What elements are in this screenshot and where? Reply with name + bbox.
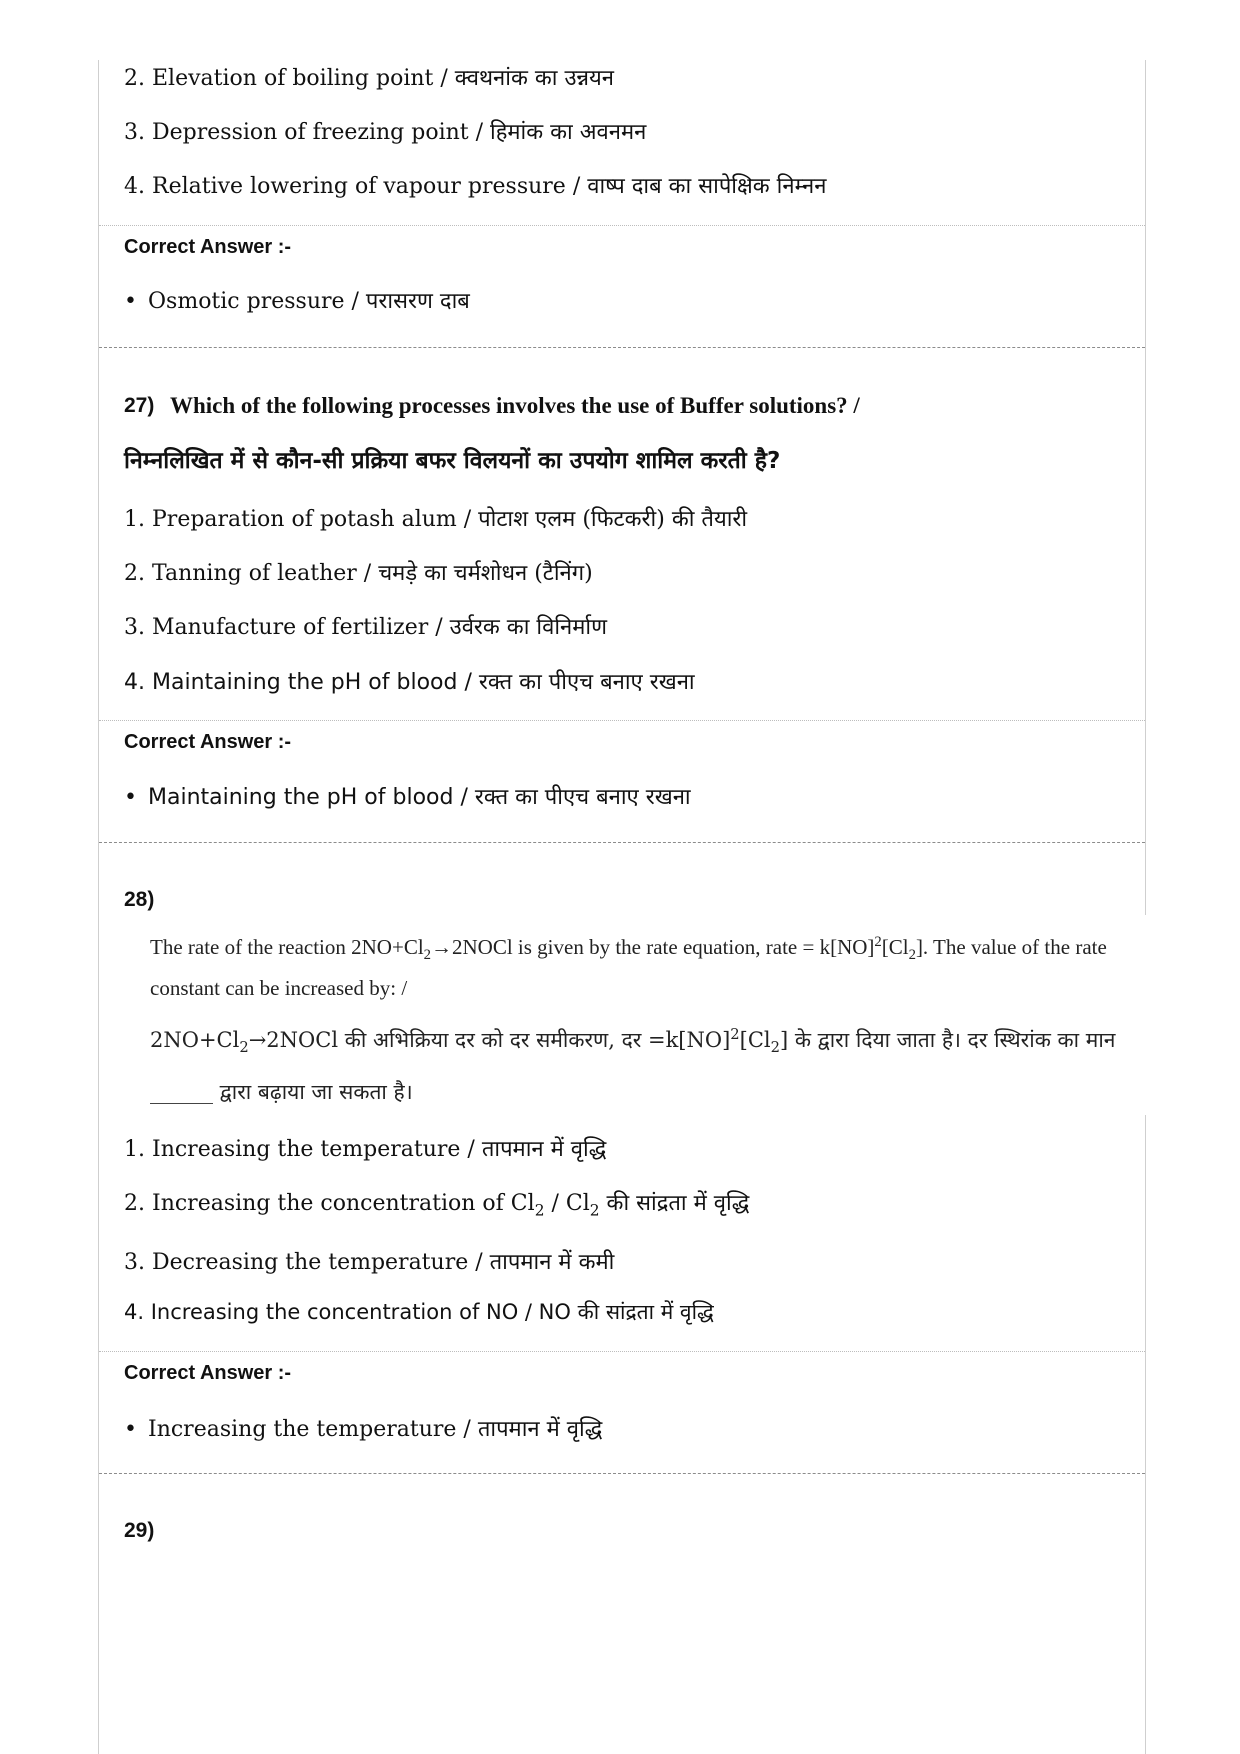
stem-text: →2NOCl की अभिक्रिया दर को दर समीकरण, दर =k[NO] bbox=[248, 1028, 731, 1053]
q27-option-3 bbox=[124, 611, 607, 641]
option-text: Preparation of potash alum / पोटाश एलम (फिटकरी) की तैयारी bbox=[152, 507, 748, 532]
option-number: 1. bbox=[124, 507, 145, 532]
q28-question-stem bbox=[150, 926, 1140, 1114]
q28-stem-hi bbox=[150, 1013, 1140, 1114]
option-number: 4. bbox=[124, 174, 145, 199]
q28-option-4 bbox=[124, 1298, 714, 1326]
q29-number: 29) bbox=[124, 1519, 155, 1542]
subscript: 2 bbox=[589, 1201, 600, 1220]
q26-option-4 bbox=[124, 170, 826, 200]
question-separator bbox=[99, 347, 1145, 348]
divider bbox=[99, 720, 1145, 721]
option-number: 1. bbox=[124, 1137, 145, 1162]
subscript: 2 bbox=[908, 947, 916, 964]
correct-answer-text: Increasing the temperature / तापमान में वृद्धि bbox=[148, 1417, 603, 1442]
q28-option-2 bbox=[124, 1187, 749, 1219]
q27-correct-answer-label: Correct Answer :- bbox=[124, 731, 292, 753]
option-text: Decreasing the temperature / तापमान में कमी bbox=[152, 1250, 615, 1275]
option-number: 2. bbox=[124, 66, 145, 91]
option-text: Relative lowering of vapour pressure / वाष्प दाब का सापेक्षिक निम्नन bbox=[152, 174, 827, 199]
correct-answer-text: Maintaining the pH of blood / रक्त का पीएच बनाए रखना bbox=[148, 785, 691, 810]
q27-title-en: Which of the following processes involves the use of Buffer solutions? / bbox=[170, 393, 860, 418]
q28-correct-answer-label: Correct Answer :- bbox=[124, 1362, 292, 1384]
divider bbox=[99, 1351, 1145, 1352]
subscript: 2 bbox=[423, 947, 431, 964]
q28-option-1 bbox=[124, 1133, 606, 1163]
stem-text: The rate of the reaction 2NO+Cl bbox=[150, 935, 424, 959]
option-text: Increasing the temperature / तापमान में वृद्धि bbox=[152, 1137, 607, 1162]
bullet-icon: • bbox=[124, 289, 137, 314]
page-frame-right-lower bbox=[1145, 1115, 1146, 1754]
option-text: Depression of freezing point / हिमांक का अवनमन bbox=[152, 120, 647, 145]
q28-stem-en bbox=[150, 926, 1140, 1005]
option-text: Elevation of boiling point / क्वथनांक का उन्नयन bbox=[152, 66, 615, 91]
q28-correct-answer bbox=[124, 1413, 602, 1443]
option-text-part: / Cl bbox=[544, 1191, 590, 1216]
q27-option-1 bbox=[124, 503, 747, 533]
option-number: 3. bbox=[124, 1250, 145, 1275]
option-text: Maintaining the pH of blood / रक्त का पीएच बनाए रखना bbox=[152, 670, 695, 695]
subscript: 2 bbox=[770, 1039, 780, 1057]
q26-option-3 bbox=[124, 116, 646, 146]
option-number: 4. bbox=[124, 670, 145, 695]
q27-option-4 bbox=[124, 666, 695, 696]
divider bbox=[99, 225, 1145, 226]
superscript: 2 bbox=[874, 934, 882, 950]
stem-text: 2NO+Cl bbox=[150, 1028, 240, 1053]
q28-option-3 bbox=[124, 1246, 614, 1276]
q26-correct-answer bbox=[124, 285, 470, 315]
bullet-icon: • bbox=[124, 1417, 137, 1442]
option-text bbox=[152, 1191, 750, 1220]
option-number: 4. bbox=[124, 1300, 145, 1324]
page-frame-left bbox=[98, 60, 99, 1754]
option-text: Tanning of leather / चमड़े का चर्मशोधन (टैनिंग) bbox=[152, 561, 593, 586]
stem-text: [Cl bbox=[881, 935, 909, 959]
option-text-part: की सांद्रता में वृद्धि bbox=[599, 1191, 750, 1216]
q27-option-2 bbox=[124, 557, 593, 587]
stem-text: ] के द्वारा दिया जाता है। दर स्थिरांक का मान ______ द्वारा बढ़ाया जा सकता है। bbox=[150, 1028, 1116, 1105]
q26-option-2 bbox=[124, 62, 614, 92]
option-number: 3. bbox=[124, 120, 145, 145]
option-number: 3. bbox=[124, 615, 145, 640]
bullet-icon: • bbox=[124, 785, 137, 810]
q26-correct-answer-label: Correct Answer :- bbox=[124, 236, 292, 258]
stem-text: ]. The value of the rate constant can be increased by: / bbox=[150, 935, 1107, 1001]
option-number: 2. bbox=[124, 561, 145, 586]
subscript: 2 bbox=[534, 1201, 545, 1220]
stem-text: [Cl bbox=[739, 1028, 771, 1053]
q27-number: 27) bbox=[124, 394, 155, 417]
stem-text: →2NOCl is given by the rate equation, rate = k[NO] bbox=[431, 935, 875, 959]
option-text: Increasing the concentration of NO / NO की सांद्रता में वृद्धि bbox=[150, 1300, 714, 1324]
question-separator bbox=[99, 842, 1145, 843]
option-text-part: Increasing the concentration of Cl bbox=[152, 1191, 535, 1216]
option-text: Manufacture of fertilizer / उर्वरक का विनिर्माण bbox=[152, 615, 607, 640]
option-number: 2. bbox=[124, 1191, 145, 1216]
superscript: 2 bbox=[730, 1026, 740, 1044]
q28-number: 28) bbox=[124, 888, 155, 911]
correct-answer-text: Osmotic pressure / परासरण दाब bbox=[148, 289, 470, 314]
page-frame-right bbox=[1145, 60, 1146, 915]
question-separator bbox=[99, 1473, 1145, 1474]
q27-correct-answer bbox=[124, 781, 691, 811]
q27-title-hi: निम्नलिखित में से कौन-सी प्रक्रिया बफर विलयनों का उपयोग शामिल करती है? bbox=[124, 448, 781, 474]
subscript: 2 bbox=[239, 1039, 249, 1057]
